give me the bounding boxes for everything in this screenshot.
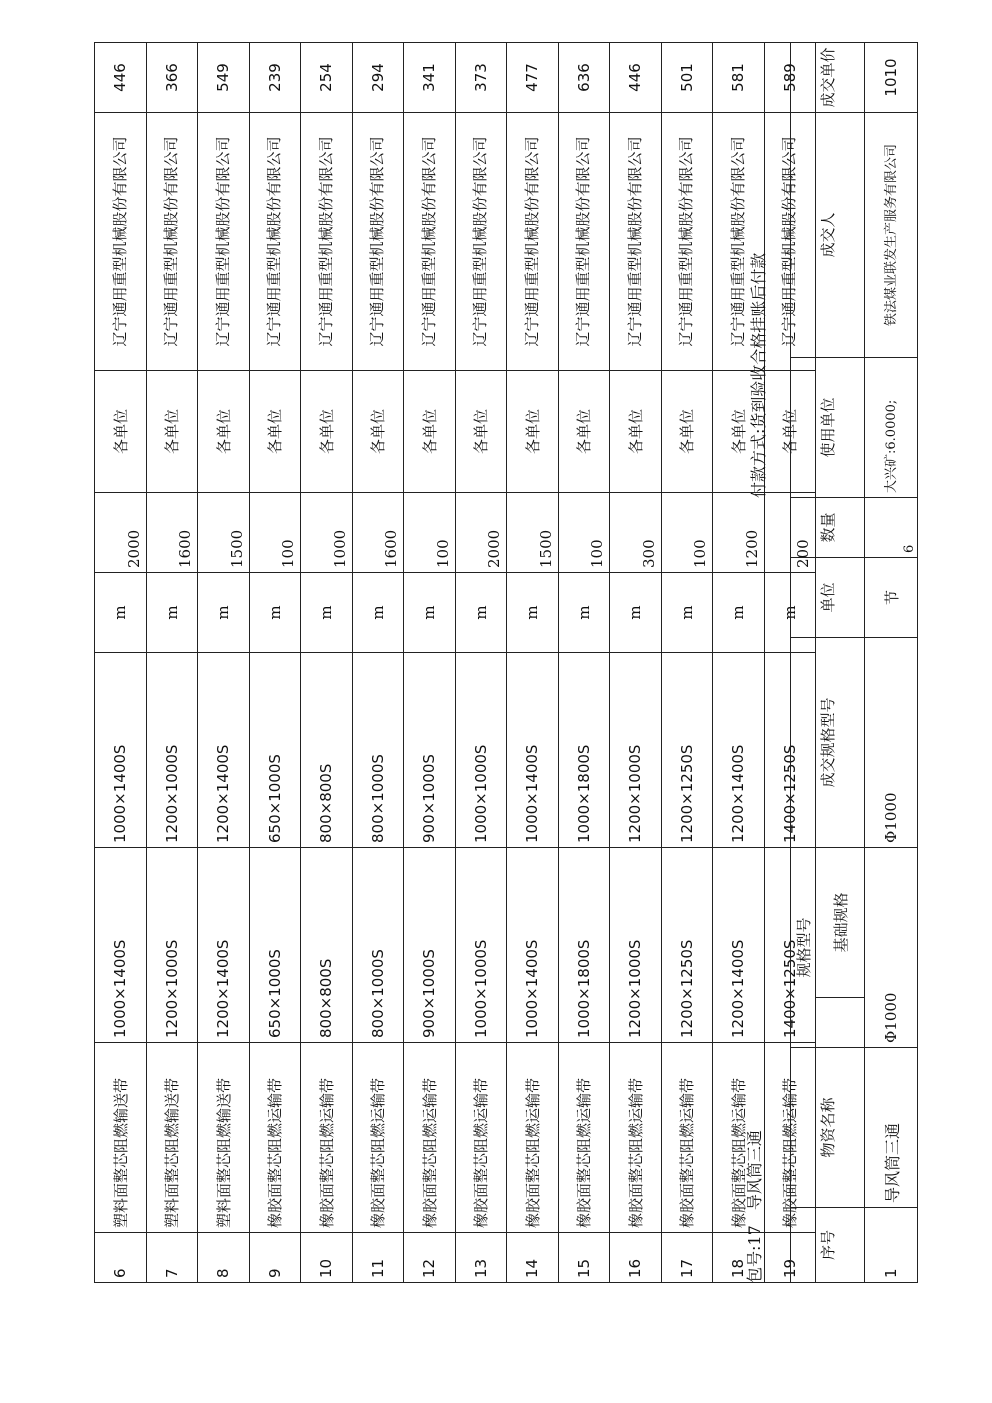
cell-user-unit: 各单位 — [404, 371, 456, 493]
cell-base-spec: 1000×1800S — [558, 848, 610, 1043]
cell-base-spec: 1000×1400S — [507, 848, 559, 1043]
table-row — [198, 43, 250, 1283]
table-row — [352, 43, 404, 1283]
cell-quantity: 100 — [249, 493, 301, 573]
cell-price: 581 — [713, 43, 765, 113]
cell-deal-spec: 800×1000S — [352, 653, 404, 848]
cell-quantity: 1600 — [352, 493, 404, 573]
cell-unit: m — [404, 573, 456, 653]
cell-price: 446 — [95, 43, 147, 113]
cell-no: 8 — [198, 1233, 250, 1283]
cell-base-spec: 1200×1000S — [146, 848, 198, 1043]
table-row — [507, 43, 559, 1283]
cell-quantity: 1500 — [198, 493, 250, 573]
package-number: 包号:17 — [745, 1225, 764, 1283]
table-row — [558, 43, 610, 1283]
cell-price: 341 — [404, 43, 456, 113]
cell-quantity: 1600 — [146, 493, 198, 573]
table-row — [610, 43, 662, 1283]
package-name: 导风筒三通 — [745, 1130, 764, 1211]
cell-base-spec: 1200×1400S — [713, 848, 765, 1043]
cell-unit: m — [455, 573, 507, 653]
cell-material-name: 橡胶面整芯阻燃运输带 — [507, 1043, 559, 1233]
cell-quantity: 6 — [865, 497, 918, 557]
cell-deal-spec: 1200×1400S — [713, 653, 765, 848]
cell-unit: 节 — [865, 557, 918, 637]
cell-user-unit: 各单位 — [764, 371, 816, 493]
header-vendor: 成交人 — [791, 112, 865, 357]
cell-vendor: 辽宁通用重型机械股份有限公司 — [764, 113, 816, 371]
table-row — [249, 43, 301, 1283]
cell-base-spec: 800×800S — [301, 848, 353, 1043]
cell-unit: m — [198, 573, 250, 653]
cell-unit: m — [249, 573, 301, 653]
cell-base-spec: Φ1000 — [865, 847, 918, 1047]
bid-results-table-continued — [94, 42, 816, 1283]
cell-material-name: 橡胶面整芯阻燃运输带 — [661, 1043, 713, 1233]
table-row — [713, 43, 765, 1283]
cell-price: 1010 — [865, 42, 918, 112]
cell-vendor: 辽宁通用重型机械股份有限公司 — [455, 113, 507, 371]
cell-no: 13 — [455, 1233, 507, 1283]
cell-material-name: 橡胶面整芯阻燃运输带 — [301, 1043, 353, 1233]
cell-vendor: 辽宁通用重型机械股份有限公司 — [301, 113, 353, 371]
cell-deal-spec: 1200×1250S — [661, 653, 713, 848]
cell-deal-spec: 1000×1800S — [558, 653, 610, 848]
table-row — [661, 43, 713, 1283]
cell-no: 9 — [249, 1233, 301, 1283]
cell-material-name: 橡胶面整芯阻燃运输带 — [764, 1043, 816, 1233]
cell-base-spec: 1400×1250S — [764, 848, 816, 1043]
cell-base-spec: 650×1000S — [249, 848, 301, 1043]
cell-base-spec: 1200×1400S — [198, 848, 250, 1043]
cell-base-spec: 1200×1250S — [661, 848, 713, 1043]
cell-user-unit: 各单位 — [507, 371, 559, 493]
cell-no: 14 — [507, 1233, 559, 1283]
cell-vendor: 铁法煤业联发生产服务有限公司 — [865, 112, 918, 357]
cell-price: 239 — [249, 43, 301, 113]
cell-vendor: 辽宁通用重型机械股份有限公司 — [558, 113, 610, 371]
cell-user-unit: 各单位 — [95, 371, 147, 493]
cell-user-unit: 各单位 — [455, 371, 507, 493]
cell-vendor: 辽宁通用重型机械股份有限公司 — [713, 113, 765, 371]
cell-price: 294 — [352, 43, 404, 113]
cell-vendor: 辽宁通用重型机械股份有限公司 — [661, 113, 713, 371]
cell-material-name: 橡胶面整芯阻燃运输带 — [455, 1043, 507, 1233]
cell-price: 477 — [507, 43, 559, 113]
cell-price: 589 — [764, 43, 816, 113]
cell-deal-spec: 1200×1400S — [198, 653, 250, 848]
cell-user-unit: 各单位 — [301, 371, 353, 493]
header-spec-group: 规格型号 — [791, 847, 816, 1047]
cell-material-name: 橡胶面整芯阻燃运输带 — [352, 1043, 404, 1233]
cell-price: 549 — [198, 43, 250, 113]
cell-user-unit: 各单位 — [558, 371, 610, 493]
header-material-name: 物资名称 — [791, 1048, 865, 1208]
cell-base-spec: 800×1000S — [352, 848, 404, 1043]
cell-material-name: 塑料面整芯阻燃输送带 — [198, 1043, 250, 1233]
cell-deal-spec: 1000×1400S — [507, 653, 559, 848]
cell-unit: m — [610, 573, 662, 653]
cell-user-unit: 各单位 — [610, 371, 662, 493]
cell-deal-spec: 1200×1000S — [610, 653, 662, 848]
cell-base-spec: 900×1000S — [404, 848, 456, 1043]
cell-price: 254 — [301, 43, 353, 113]
table-row — [146, 43, 198, 1283]
cell-price: 446 — [610, 43, 662, 113]
payment-terms: 付款方式:货到验收合格挂账后付款 — [749, 252, 768, 498]
cell-deal-spec: 1000×1400S — [95, 653, 147, 848]
header-unit: 单位 — [791, 557, 865, 637]
cell-deal-spec: 800×800S — [301, 653, 353, 848]
cell-quantity: 100 — [558, 493, 610, 573]
cell-base-spec: 1200×1000S — [610, 848, 662, 1043]
cell-price: 636 — [558, 43, 610, 113]
cell-no: 16 — [610, 1233, 662, 1283]
cell-user-unit: 大兴矿:6.0000; — [865, 357, 918, 497]
cell-quantity: 1000 — [301, 493, 353, 573]
cell-material-name: 塑料面整芯阻燃输送带 — [95, 1043, 147, 1233]
cell-quantity: 1200 — [713, 493, 765, 573]
cell-material-name: 导风筒三通 — [865, 1048, 918, 1208]
cell-deal-spec: Φ1000 — [865, 637, 918, 847]
cell-base-spec: 1000×1000S — [455, 848, 507, 1043]
cell-no: 10 — [301, 1233, 353, 1283]
header-price: 成交单价 — [791, 42, 865, 112]
cell-unit: m — [352, 573, 404, 653]
cell-quantity: 200 — [764, 493, 816, 573]
table-row — [301, 43, 353, 1283]
table-row — [95, 43, 147, 1283]
cell-quantity: 100 — [404, 493, 456, 573]
cell-quantity: 300 — [610, 493, 662, 573]
cell-unit: m — [301, 573, 353, 653]
cell-unit: m — [661, 573, 713, 653]
table-row — [865, 42, 918, 1282]
cell-material-name: 橡胶面整芯阻燃运输带 — [610, 1043, 662, 1233]
cell-quantity: 2000 — [95, 493, 147, 573]
header-deal-spec: 成交规格型号 — [791, 637, 865, 847]
cell-quantity: 100 — [661, 493, 713, 573]
cell-deal-spec: 900×1000S — [404, 653, 456, 848]
cell-price: 373 — [455, 43, 507, 113]
cell-unit: m — [558, 573, 610, 653]
cell-unit: m — [713, 573, 765, 653]
cell-vendor: 辽宁通用重型机械股份有限公司 — [146, 113, 198, 371]
cell-user-unit: 各单位 — [146, 371, 198, 493]
cell-deal-spec: 1200×1000S — [146, 653, 198, 848]
cell-user-unit: 各单位 — [713, 371, 765, 493]
cell-material-name: 橡胶面整芯阻燃运输带 — [558, 1043, 610, 1233]
cell-no: 7 — [146, 1233, 198, 1283]
cell-deal-spec: 1400×1250S — [764, 653, 816, 848]
cell-material-name: 橡胶面整芯阻燃运输带 — [404, 1043, 456, 1233]
header-quantity: 数量 — [791, 497, 865, 557]
cell-unit: m — [507, 573, 559, 653]
cell-deal-spec: 1000×1000S — [455, 653, 507, 848]
cell-user-unit: 各单位 — [352, 371, 404, 493]
table-row — [455, 43, 507, 1283]
cell-material-name: 橡胶面整芯阻燃运输带 — [249, 1043, 301, 1233]
cell-user-unit: 各单位 — [249, 371, 301, 493]
cell-no: 6 — [95, 1233, 147, 1283]
package-17-table — [790, 42, 918, 1283]
cell-quantity: 2000 — [455, 493, 507, 573]
header-user-unit: 使用单位 — [791, 357, 865, 497]
table-row — [404, 43, 456, 1283]
cell-no: 18 — [713, 1233, 765, 1283]
cell-vendor: 辽宁通用重型机械股份有限公司 — [249, 113, 301, 371]
cell-unit: m — [95, 573, 147, 653]
cell-vendor: 辽宁通用重型机械股份有限公司 — [610, 113, 662, 371]
cell-material-name: 橡胶面整芯阻燃运输带 — [713, 1043, 765, 1233]
package-heading — [742, 1120, 765, 1283]
cell-no: 17 — [661, 1233, 713, 1283]
cell-no: 19 — [764, 1233, 816, 1283]
cell-vendor: 辽宁通用重型机械股份有限公司 — [404, 113, 456, 371]
cell-price: 501 — [661, 43, 713, 113]
cell-price: 366 — [146, 43, 198, 113]
cell-unit: m — [764, 573, 816, 653]
cell-deal-spec: 650×1000S — [249, 653, 301, 848]
header-base-spec: 基础规格 — [816, 847, 865, 997]
cell-user-unit: 各单位 — [198, 371, 250, 493]
cell-no: 11 — [352, 1233, 404, 1283]
cell-base-spec: 1000×1400S — [95, 848, 147, 1043]
cell-vendor: 辽宁通用重型机械股份有限公司 — [198, 113, 250, 371]
cell-user-unit: 各单位 — [661, 371, 713, 493]
cell-vendor: 辽宁通用重型机械股份有限公司 — [507, 113, 559, 371]
cell-no: 15 — [558, 1233, 610, 1283]
cell-material-name: 塑料面整芯阻燃输送带 — [146, 1043, 198, 1233]
cell-vendor: 辽宁通用重型机械股份有限公司 — [352, 113, 404, 371]
cell-unit: m — [146, 573, 198, 653]
header-no: 序号 — [791, 1208, 865, 1283]
cell-no: 1 — [865, 1208, 918, 1283]
cell-no: 12 — [404, 1233, 456, 1283]
cell-quantity: 1500 — [507, 493, 559, 573]
cell-vendor: 辽宁通用重型机械股份有限公司 — [95, 113, 147, 371]
